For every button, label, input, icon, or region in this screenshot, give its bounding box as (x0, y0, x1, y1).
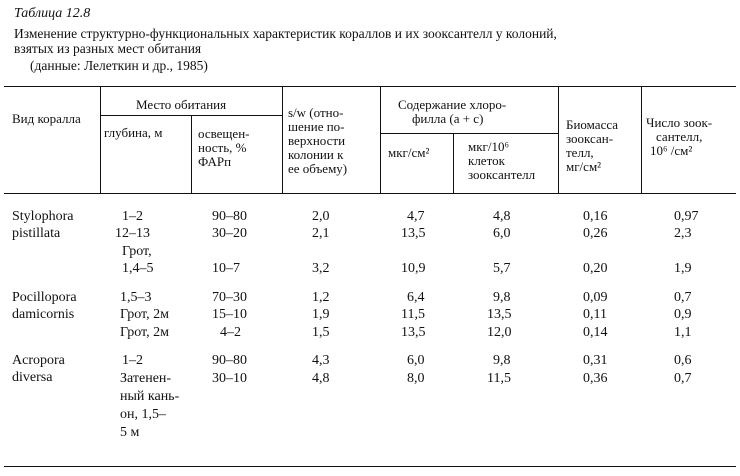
col-divider-5 (453, 133, 454, 193)
header-chlorophyll-2: филла (a + c) (412, 111, 484, 126)
row-5-depth: Грот, 2м (120, 325, 169, 340)
row-1-sw: 2,1 (312, 226, 330, 241)
header-biomass-1: Биомасса (566, 117, 619, 132)
row-6-biomass: 0,31 (583, 353, 608, 368)
header-sw-3: верхности (288, 133, 346, 148)
col-divider-3 (282, 86, 283, 193)
row-3-light: 70–30 (212, 290, 247, 305)
row-2-depth-1: Грот, (122, 244, 152, 259)
row-6-count: 0,6 (674, 353, 692, 368)
col-divider-6 (558, 86, 559, 193)
header-sw-5: ее объему) (288, 161, 348, 176)
row-4-biomass: 0,11 (583, 307, 607, 322)
header-chl-per-cm2: мкг/см² (388, 145, 430, 160)
row-5-chl-cm2: 13,5 (401, 325, 426, 340)
header-chl-per-cells-2: клеток (468, 153, 505, 168)
table-label: Таблица 12.8 (14, 6, 91, 21)
row-5-biomass: 0,14 (583, 325, 608, 340)
row-0-count: 0,97 (674, 209, 699, 224)
header-habitat: Место обитания (136, 97, 227, 112)
row-1-depth: 12–13 (115, 226, 150, 241)
table-bottom-rule (4, 466, 736, 467)
table-top-rule (4, 86, 736, 87)
row-3-chl-cm2: 6,4 (407, 290, 425, 305)
row-2-chl-cells: 5,7 (493, 261, 511, 276)
header-chlorophyll-1: Содержание хлоро- (398, 97, 507, 112)
row-6-sw: 4,3 (312, 353, 330, 368)
row-5-chl-cells: 12,0 (487, 325, 512, 340)
row-5-light: 4–2 (220, 325, 241, 340)
header-sw-4: колонии к (288, 147, 344, 162)
header-light-2: ность, % (198, 140, 247, 155)
row-4-light: 15–10 (212, 307, 247, 322)
chlorophyll-group-rule (380, 133, 558, 134)
row-5-count: 1,1 (674, 325, 692, 340)
row-7-count: 0,7 (674, 371, 692, 386)
row-3-species-1: Pocillopora (12, 290, 77, 305)
row-1-count: 2,3 (674, 226, 692, 241)
row-3-species-2: damicornis (12, 307, 75, 322)
row-3-count: 0,7 (674, 290, 692, 305)
header-light-1: освещен- (198, 126, 250, 141)
row-3-chl-cells: 9,8 (493, 290, 511, 305)
row-4-count: 0,9 (674, 307, 692, 322)
row-6-depth: 1–2 (122, 353, 143, 368)
row-2-chl-cm2: 10,9 (401, 261, 426, 276)
header-depth: глубина, м (104, 125, 163, 140)
row-7-depth-4: 5 м (120, 425, 140, 440)
caption-line-3: (данные: Лелеткин и др., 1985) (30, 58, 208, 73)
header-sw-1: s/w (отно- (288, 105, 344, 120)
row-6-chl-cm2: 6,0 (407, 353, 425, 368)
row-2-sw: 3,2 (312, 261, 330, 276)
header-species: Вид коралла (12, 111, 81, 126)
row-7-chl-cells: 11,5 (487, 371, 511, 386)
header-count-1: Число зоок- (646, 115, 713, 130)
row-1-chl-cells: 6,0 (493, 226, 511, 241)
col-divider-7 (641, 86, 642, 193)
header-biomass-3: телл, (566, 145, 594, 160)
header-biomass-2: зооксан- (566, 131, 614, 146)
row-7-depth-1: Затенен- (120, 371, 172, 386)
row-4-chl-cm2: 11,5 (401, 307, 425, 322)
row-6-light: 90–80 (212, 353, 247, 368)
row-1-biomass: 0,26 (583, 226, 608, 241)
row-7-sw: 4,8 (312, 371, 330, 386)
caption-line-2: взятых из разных мест обитания (14, 41, 202, 56)
caption-line-1: Изменение структурно-функциональных характеристик кораллов и их зооксантелл у колоний, (14, 26, 557, 41)
header-count-2: сантелл, (656, 129, 703, 144)
row-6-chl-cells: 9,8 (493, 353, 511, 368)
col-divider-2 (191, 115, 192, 193)
row-6-species-1: Acropora (12, 353, 65, 368)
header-bottom-rule (4, 193, 736, 194)
row-0-chl-cm2: 4,7 (407, 209, 425, 224)
row-6-species-2: diversa (12, 370, 53, 385)
row-2-light: 10–7 (212, 261, 240, 276)
col-divider-4 (380, 86, 381, 193)
row-0-sw: 2,0 (312, 209, 330, 224)
row-7-light: 30–10 (212, 371, 247, 386)
row-3-depth: 1,5–3 (120, 290, 152, 305)
row-4-chl-cells: 13,5 (487, 307, 512, 322)
header-chl-per-cells-1: мкг/10⁶ (468, 139, 510, 154)
header-chl-per-cells-3: зооксантелл (468, 167, 536, 182)
row-7-depth-2: ный кань- (120, 389, 180, 404)
row-0-species-1: Stylophora (12, 209, 74, 224)
row-0-biomass: 0,16 (583, 209, 608, 224)
row-3-sw: 1,2 (312, 290, 330, 305)
row-2-depth-2: 1,4–5 (122, 261, 154, 276)
row-7-biomass: 0,36 (583, 371, 608, 386)
header-light-3: ФАРп (198, 154, 232, 169)
row-0-depth: 1–2 (122, 209, 143, 224)
row-2-biomass: 0,20 (583, 261, 608, 276)
row-4-sw: 1,9 (312, 307, 330, 322)
row-1-chl-cm2: 13,5 (401, 226, 426, 241)
row-7-chl-cm2: 8,0 (407, 371, 425, 386)
row-4-depth: Грот, 2м (120, 307, 169, 322)
header-sw-2: шение по- (288, 119, 345, 134)
header-count-3: 10⁶ /см² (650, 143, 693, 158)
row-1-light: 30–20 (212, 226, 247, 241)
row-2-count: 1,9 (674, 261, 692, 276)
row-5-sw: 1,5 (312, 325, 330, 340)
row-7-depth-3: он, 1,5– (120, 407, 166, 422)
row-0-light: 90–80 (212, 209, 247, 224)
row-0-chl-cells: 4,8 (493, 209, 511, 224)
row-0-species-2: pistillata (12, 226, 61, 241)
col-divider-1 (100, 86, 101, 193)
row-3-biomass: 0,09 (583, 290, 608, 305)
header-biomass-4: мг/см² (566, 159, 602, 174)
